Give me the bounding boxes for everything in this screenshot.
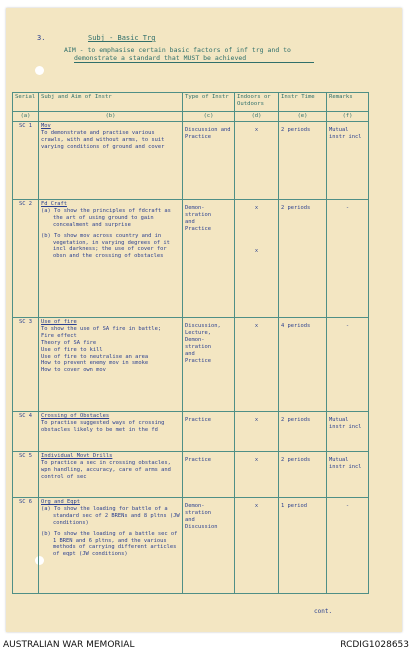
sub-item-text: To show the principles of fdcraft as the art of using ground to gain concealment and surprise [53,207,171,228]
section-heading: Subj - Basic Trg [88,34,156,42]
document-page [6,8,402,632]
sub-item-label: (b) [41,232,51,239]
type-line: Practice [185,357,211,364]
time-cell [279,318,327,412]
column-letter: (c) [183,112,235,122]
subject-title: Fd Craft [41,201,67,207]
type-line: Practice [185,457,211,463]
indoor-outdoor-cell [235,122,279,200]
time-cell [279,412,327,452]
time-text: 2 periods [281,417,311,423]
sub-item-text: To show the loading of a battle sec of 1 BREN and 6 pltns, and the various methods of carrying different articles of eqpt (JW conditions) [53,530,178,558]
column-letter: (e) [279,112,327,122]
table-row [13,452,369,498]
sub-item [41,506,180,527]
type-line: Practice [185,133,211,140]
mark: x [254,503,259,509]
sub-item-label: (a) [41,505,51,512]
subject-cell [39,122,183,200]
footer-bar [0,634,412,654]
type-line: Demon- [185,205,205,211]
type-line: stration [185,343,211,350]
aim-line-1: AIM - to emphasise certain basic factors of inf trg and to [64,46,291,54]
column-letter: (d) [235,112,279,122]
subject-line: How to cover own mov [41,367,106,374]
table-row [13,200,369,318]
type-line: Practice [185,225,211,232]
type-line: and [185,516,195,523]
table-row [13,122,369,200]
remarks-text: - [345,503,350,509]
time-text: 4 periods [281,323,311,329]
aim-line-2: demonstrate a standard that MUST be achieved [74,54,247,62]
aim-underline [74,62,314,63]
sub-item-text: To show mov across country and in vegetation, in varying degrees of it incl darkness; the use of cover for obsn and the crossing of obstacles [53,232,170,260]
time-cell [279,498,327,594]
subject-line: Use of fire to neutralise an area [41,353,149,360]
remarks-text: Mutual instr incl [329,457,362,470]
type-line: stration [185,211,211,218]
subject-title: Mov [41,123,51,129]
type-line: Lecture, [185,329,211,336]
type-line: stration [185,509,211,516]
time-text: 2 periods [281,457,311,463]
type-cell [183,200,235,318]
subject-cell [39,318,183,412]
subject-line: Fire effect [41,332,77,339]
type-cell [183,122,235,200]
column-letter: (a) [13,112,39,122]
time-text: 1 period [281,503,307,509]
remarks-cell [327,200,369,318]
remarks-text: Mutual instr incl [329,417,362,430]
column-header-serial: Serial [13,93,39,112]
remarks-cell [327,452,369,498]
footer-record-id: RCDIG1028653 [340,640,409,650]
serial-cell: SC 5 [13,452,39,498]
sub-item [41,208,180,229]
column-letter: (b) [39,112,183,122]
time-cell [279,200,327,318]
training-table [12,92,369,594]
sub-item-label: (a) [41,207,51,214]
indoor-outdoor-cell [235,200,279,318]
subject-title: Org and Eqpt [41,499,80,505]
remarks-cell [327,318,369,412]
time-text: 2 periods [281,205,311,211]
type-line: Discussion and [185,127,231,133]
remarks-cell [327,498,369,594]
column-header-subject: Subj and Aim of Instr [39,93,183,112]
sub-item-text: To show the loading for battle of a standard sec of 2 BRENs and 8 pltns (JW conditions) [53,505,180,526]
mark: x [254,417,259,423]
serial-cell: SC 2 [13,200,39,318]
subject-cell [39,452,183,498]
subject-cell [39,412,183,452]
type-line: Demon- [185,503,205,509]
column-letters-row [13,112,369,122]
mark: x [254,205,259,211]
subject-title: Crossing of Obstacles [41,413,110,419]
indoor-outdoor-cell [235,412,279,452]
column-header-type: Type of Instr [183,93,235,112]
remarks-text: Mutual instr incl [329,127,362,140]
subject-cell [39,498,183,594]
sub-item [41,531,180,559]
type-cell [183,452,235,498]
footer-source: AUSTRALIAN WAR MEMORIAL [3,640,135,650]
indoor-outdoor-cell [235,318,279,412]
time-text: 2 periods [281,127,311,133]
serial-cell: SC 1 [13,122,39,200]
column-header-time: Instr Time [279,93,327,112]
sub-item [41,233,180,261]
column-header-remarks: Remarks [327,93,369,112]
type-cell [183,412,235,452]
type-line: Demon- [185,336,205,343]
type-line: and [185,350,195,357]
subject-text: To practise suggested ways of crossing obstacles likely to be met in the fd [41,419,165,433]
subject-line: How to prevent enemy mov in smoke [41,360,149,367]
type-line: and [185,218,195,225]
column-header-indoors-outdoors: Indoors or Outdoors [235,93,279,112]
indoor-outdoor-cell [235,498,279,594]
remarks-cell [327,122,369,200]
type-cell [183,498,235,594]
subject-title: Use of fire [41,319,77,325]
remarks-cell [327,412,369,452]
subject-text: To practice a sec in crossing obstacles, wpn handling, accuracy, care of arms and control of sec [41,459,171,480]
type-line: Practice [185,417,211,423]
punch-hole [35,66,44,75]
mark: x [254,127,259,133]
remarks-text: - [345,323,350,329]
type-line: Discussion, [185,323,221,329]
mark: x [254,457,259,463]
mark: x [254,247,259,254]
mark: x [254,323,259,329]
serial-cell: SC 3 [13,318,39,412]
time-cell [279,452,327,498]
continuation-note: cont. [314,608,333,615]
type-cell [183,318,235,412]
remarks-text: - [345,205,350,211]
subject-line: Use of fire to kill [41,346,103,353]
table-row [13,318,369,412]
subject-cell [39,200,183,318]
column-letter: (f) [327,112,369,122]
table-header-row [13,93,369,112]
subject-text: To demonstrate and practise various crawls, with and without arms, to suit varying conditions of ground and cover [41,129,165,150]
serial-cell: SC 4 [13,412,39,452]
indoor-outdoor-cell [235,452,279,498]
subject-title: Individual Movt Drills [41,453,113,459]
type-line: Discussion [185,523,218,530]
serial-cell: SC 6 [13,498,39,594]
sub-item-label: (b) [41,530,51,537]
time-cell [279,122,327,200]
table-row [13,412,369,452]
table-row [13,498,369,594]
item-number: 3. [37,34,46,42]
subject-line: To show the use of SA fire in battle; [41,325,162,332]
subject-line: Theory of SA fire [41,339,97,346]
